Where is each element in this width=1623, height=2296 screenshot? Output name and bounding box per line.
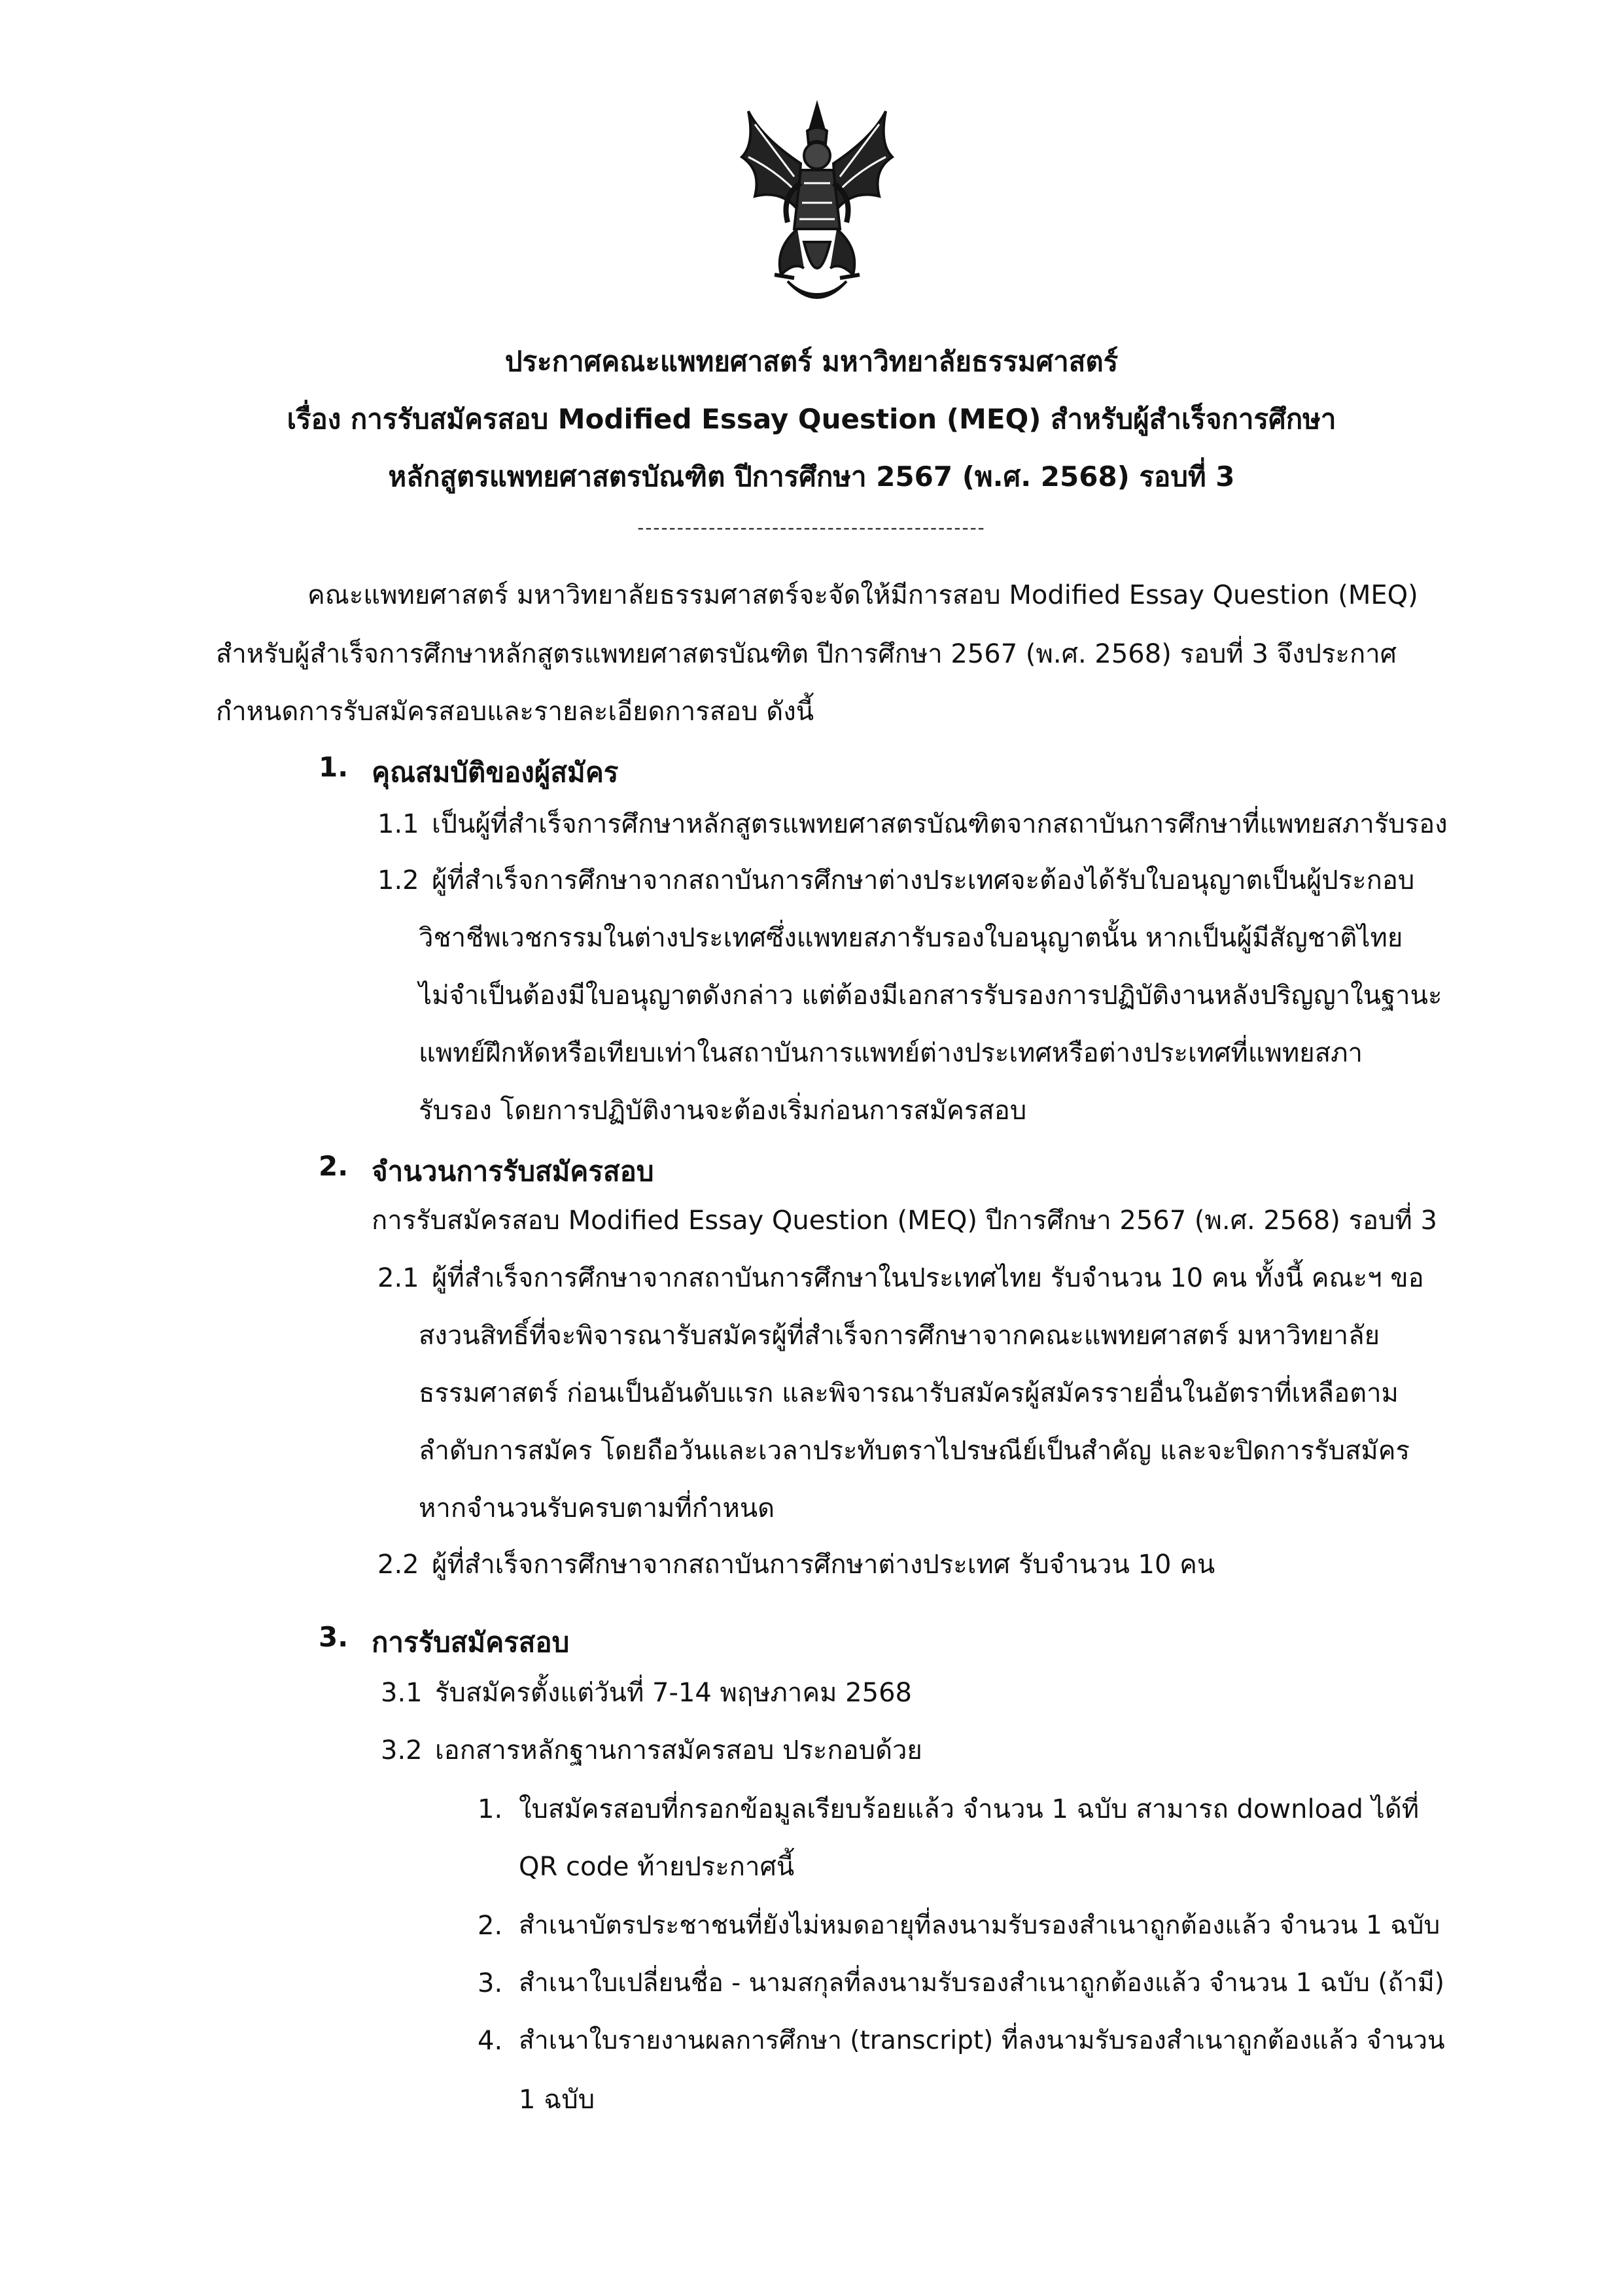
doc-3-line: สำเนาใบเปลี่ยนชื่อ - นามสกุลที่ลงนามรับรองสำเนาถูกต้องแล้ว จำนวน 1 ฉบับ (ถ้ามี) bbox=[519, 1968, 1444, 1998]
item-1-2-line: วิชาชีพเวชกรรมในต่างประเทศซึ่งแพทยสภารับรองใบอนุญาตนั้น หากเป็นผู้มีสัญชาติไทย bbox=[419, 923, 1403, 953]
intro-line-1: คณะแพทยศาสตร์ มหาวิทยาลัยธรรมศาสตร์จะจัดให้มีการสอบ Modified Essay Question (MEQ) bbox=[307, 580, 1418, 610]
doc-3-number: 3. bbox=[478, 1968, 503, 1998]
item-2-1-number: 2.1 bbox=[377, 1263, 419, 1293]
item-1-2-line: รับรอง โดยการปฏิบัติงานจะต้องเริ่มก่อนการสมัครสอบ bbox=[419, 1096, 1027, 1126]
section-3-heading: การรับสมัครสอบ bbox=[372, 1626, 570, 1658]
doc-1-number: 1. bbox=[478, 1794, 503, 1824]
intro-line-2: สำหรับผู้สำเร็จการศึกษาหลักสูตรแพทยศาสตรบัณฑิต ปีการศึกษา 2567 (พ.ศ. 2568) รอบที่ 3 จึงประกาศ bbox=[216, 639, 1397, 669]
item-2-1-line: หากจำนวนรับครบตามที่กำหนด bbox=[419, 1493, 775, 1523]
doc-4-line: สำเนาใบรายงานผลการศึกษา (transcript) ที่ลงนามรับรองสำเนาถูกต้องแล้ว จำนวน bbox=[519, 2026, 1445, 2055]
section-2-number: 2. bbox=[319, 1150, 349, 1182]
item-2-1-line: สงวนสิทธิ์ที่จะพิจารณารับสมัครผู้ที่สำเร็จการศึกษาจากคณะแพทยศาสตร์ มหาวิทยาลัย bbox=[419, 1321, 1380, 1351]
intro-line-3: กำหนดการรับสมัครสอบและรายละเอียดการสอบ ดังนี้ bbox=[216, 697, 814, 727]
title-separator: -------------------------------------------- bbox=[637, 517, 986, 538]
section-2-lead: การรับสมัครสอบ Modified Essay Question (MEQ) ปีการศึกษา 2567 (พ.ศ. 2568) รอบที่ 3 bbox=[372, 1206, 1437, 1236]
item-3-2-number: 3.2 bbox=[381, 1735, 423, 1765]
doc-2-number: 2. bbox=[478, 1911, 503, 1941]
section-1-number: 1. bbox=[319, 751, 349, 783]
item-3-1-text: รับสมัครตั้งแต่วันที่ 7-14 พฤษภาคม 2568 bbox=[435, 1678, 912, 1708]
doc-4-line: 1 ฉบับ bbox=[519, 2085, 595, 2115]
item-2-1-line: ผู้ที่สำเร็จการศึกษาจากสถาบันการศึกษาในประเทศไทย รับจำนวน 10 คน ทั้งนี้ คณะฯ ขอ bbox=[432, 1263, 1424, 1293]
item-2-2-text: ผู้ที่สำเร็จการศึกษาจากสถาบันการศึกษาต่างประเทศ รับจำนวน 10 คน bbox=[432, 1550, 1215, 1580]
doc-1-line: QR code ท้ายประกาศนี้ bbox=[519, 1852, 795, 1882]
item-1-2-line: ผู้ที่สำเร็จการศึกษาจากสถาบันการศึกษาต่างประเทศจะต้องได้รับใบอนุญาตเป็นผู้ประกอบ bbox=[432, 865, 1415, 896]
item-3-1-number: 3.1 bbox=[381, 1678, 423, 1708]
item-3-2-text: เอกสารหลักฐานการสมัครสอบ ประกอบด้วย bbox=[435, 1735, 922, 1765]
doc-2-line: สำเนาบัตรประชาชนที่ยังไม่หมดอายุที่ลงนามรับรองสำเนาถูกต้องแล้ว จำนวน 1 ฉบับ bbox=[519, 1911, 1440, 1940]
item-2-1-line: ธรรมศาสตร์ ก่อนเป็นอันดับแรก และพิจารณารับสมัครผู้สมัครรายอื่นในอัตราที่เหลือตาม bbox=[419, 1378, 1399, 1408]
announcement-title-line-2: เรื่อง การรับสมัครสอบ Modified Essay Question (MEQ) สำหรับผู้สำเร็จการศึกษา bbox=[287, 403, 1336, 435]
section-1-heading: คุณสมบัติของผู้สมัคร bbox=[372, 756, 619, 788]
doc-4-number: 4. bbox=[478, 2026, 503, 2056]
doc-1-line: ใบสมัครสอบที่กรอกข้อมูลเรียบร้อยแล้ว จำนวน 1 ฉบับ สามารถ download ได้ที่ bbox=[519, 1794, 1420, 1824]
item-1-2-number: 1.2 bbox=[377, 865, 419, 896]
item-1-2-line: แพทย์ฝึกหัดหรือเทียบเท่าในสถาบันการแพทย์ต่างประเทศหรือต่างประเทศที่แพทยสภา bbox=[419, 1038, 1363, 1068]
section-3-number: 3. bbox=[319, 1621, 349, 1653]
section-2-heading: จำนวนการรับสมัครสอบ bbox=[372, 1155, 654, 1187]
announcement-title-line-1: ประกาศคณะแพทยศาสตร์ มหาวิทยาลัยธรรมศาสตร์ bbox=[504, 345, 1119, 377]
garuda-emblem-icon bbox=[735, 98, 899, 314]
announcement-title-line-3: หลักสูตรแพทยศาสตรบัณฑิต ปีการศึกษา 2567 (พ.ศ. 2568) รอบที่ 3 bbox=[388, 461, 1235, 493]
item-2-1-line: ลำดับการสมัคร โดยถือวันและเวลาประทับตราไปรษณีย์เป็นสำคัญ และจะปิดการรับสมัคร bbox=[419, 1436, 1410, 1466]
item-2-2-number: 2.2 bbox=[377, 1550, 419, 1580]
item-1-1-number: 1.1 bbox=[377, 809, 419, 839]
item-1-2-line: ไม่จำเป็นต้องมีใบอนุญาตดังกล่าว แต่ต้องมีเอกสารรับรองการปฏิบัติงานหลังปริญญาในฐานะ bbox=[419, 981, 1442, 1011]
item-1-1-text: เป็นผู้ที่สำเร็จการศึกษาหลักสูตรแพทยศาสตรบัณฑิตจากสถาบันการศึกษาที่แพทยสภารับรอง bbox=[432, 809, 1448, 839]
